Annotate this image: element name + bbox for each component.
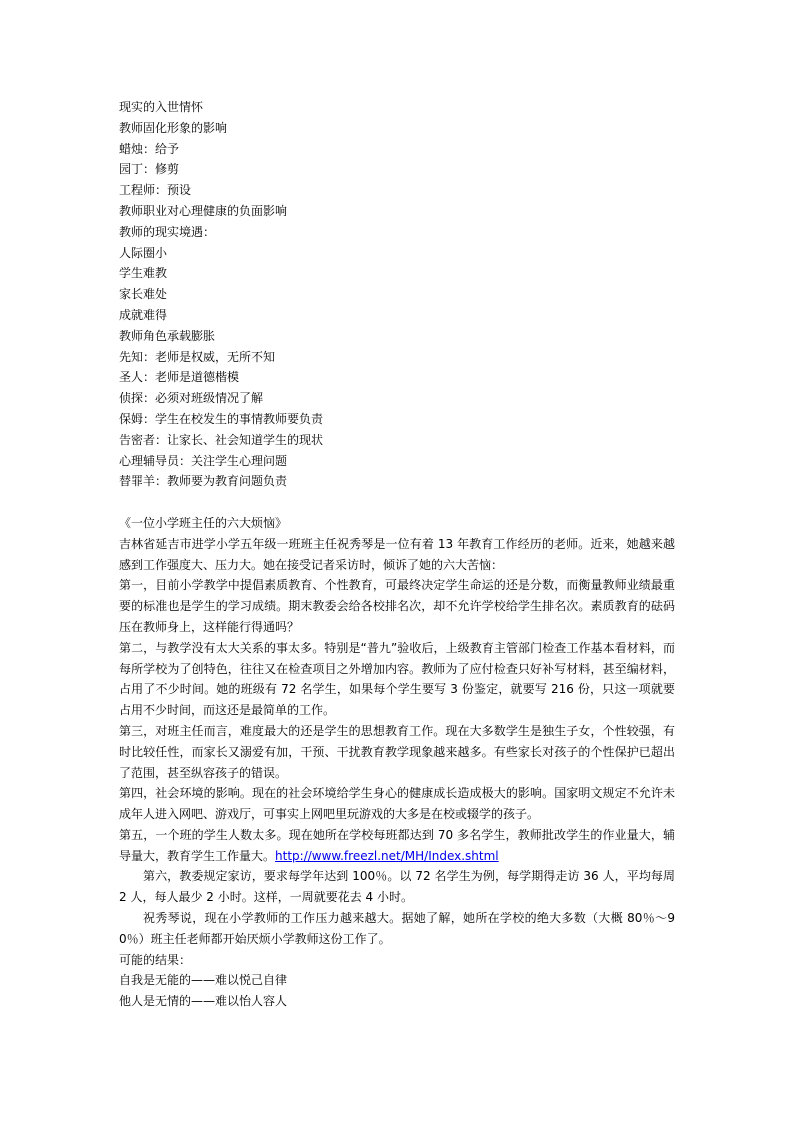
text-line: 保姆：学生在校发生的事情教师要负责 <box>119 411 324 426</box>
text-line: 教师固化形象的影响 <box>119 120 228 135</box>
article-paragraph-1: 第一，目前小学教学中提倡素质教育、个性教育，可最终决定学生命运的还是分数，而衡量教师业绩最重要的标准也是学生的学习成绩。期末教委会给各校排名次，却不允许学校给学生排名次。素质教育的砝码压在教师身上，这样能行得通吗？ <box>119 578 675 634</box>
text-line: 心理辅导员：关注学生心理问题 <box>119 453 288 468</box>
results-heading: 可能的结果： <box>119 952 192 967</box>
result-line: 他人是无情的——难以怡人容人 <box>119 994 288 1009</box>
text-line: 替罪羊：教师要为教育问题负责 <box>119 474 288 489</box>
blank-line <box>119 492 675 513</box>
text-line: 告密者：让家长、社会知道学生的现状 <box>119 432 324 447</box>
text-line: 教师的现实境遇： <box>119 224 216 239</box>
text-line: 工程师：预设 <box>119 183 192 198</box>
text-line: 先知：老师是权威，无所不知 <box>119 349 276 364</box>
text-line: 园丁：修剪 <box>119 162 180 177</box>
article-paragraph-3: 第三，对班主任而言，难度最大的还是学生的思想教育工作。现在大多数学生是独生子女，个性较强，有时比较任性，而家长又溺爱有加，干预、干扰教育教学现象越来越多。有些家长对孩子的个性保护已超出了范围，甚至纵容孩子的错误。 <box>119 723 675 780</box>
text-line: 家长难处 <box>119 287 168 302</box>
document-body <box>119 97 675 1012</box>
article-intro: 吉林省延吉市进学小学五年级一班班主任祝秀琴是一位有着 13 年教育工作经历的老师。近来，她越来越感到工作强度大、压力大。她在接受记者采访时，倾诉了她的六大苦恼： <box>119 536 675 572</box>
text-line: 蜡烛：给予 <box>119 141 180 156</box>
article-paragraph-2: 第二，与教学没有太大关系的事太多。特别是“普九”验收后，上级教育主管部门检查工作基本看材料，而每所学校为了创特色，往往又在检查项目之外增加内容。教师为了应付检查只好补写材料，甚至编材料，占用了不少时间。她的班级有 72 名学生，如果每个学生要写 3 份鉴定，就要写 216 份，只这一项就要占用不少时间，而这还是最简单的工作。 <box>119 640 675 718</box>
text-line: 学生难教 <box>119 266 168 281</box>
text-line: 现实的入世情怀 <box>119 100 204 114</box>
text-line: 圣人：老师是道德楷模 <box>119 370 240 385</box>
article-paragraph-5 <box>119 825 675 867</box>
text-line: 侦探：必须对班级情况了解 <box>119 391 264 406</box>
source-link[interactable]: http://www.freezl.net/MH/Index.shtml <box>275 848 499 863</box>
article-paragraph-7: 祝秀琴说，现在小学教师的工作压力越来越大。据她了解，她所在学校的绝大多数（大概 80％～90％）班主任老师都开始厌烦小学教师这份工作了。 <box>119 911 675 946</box>
article-paragraph-5-text: 第五，一个班的学生人数太多。现在她所在学校每班都达到 70 多名学生，教师批改学生的作业量大，辅导量大，教育学生工作量大。 <box>119 827 675 863</box>
result-line: 自我是无能的——难以悦己自律 <box>119 973 288 988</box>
article-title: 《一位小学班主任的六大烦恼》 <box>119 515 288 530</box>
text-line: 人际圈小 <box>119 245 168 260</box>
article-paragraph-4: 第四，社会环境的影响。现在的社会环境给学生身心的健康成长造成极大的影响。国家明文规定不允许未成年人进入网吧、游戏厅，可事实上网吧里玩游戏的大多是在校或辍学的孩子。 <box>119 786 675 822</box>
text-line: 成就难得 <box>119 307 168 322</box>
text-line: 教师角色承载膨胀 <box>119 328 216 343</box>
article-paragraph-6: 第六，教委规定家访，要求每学年达到 100％。以 72 名学生为例，每学期得走访 36 人，平均每周 2 人，每人最少 2 小时。这样，一周就要花去 4 小时。 <box>119 869 675 905</box>
text-line: 教师职业对心理健康的负面影响 <box>119 203 288 218</box>
